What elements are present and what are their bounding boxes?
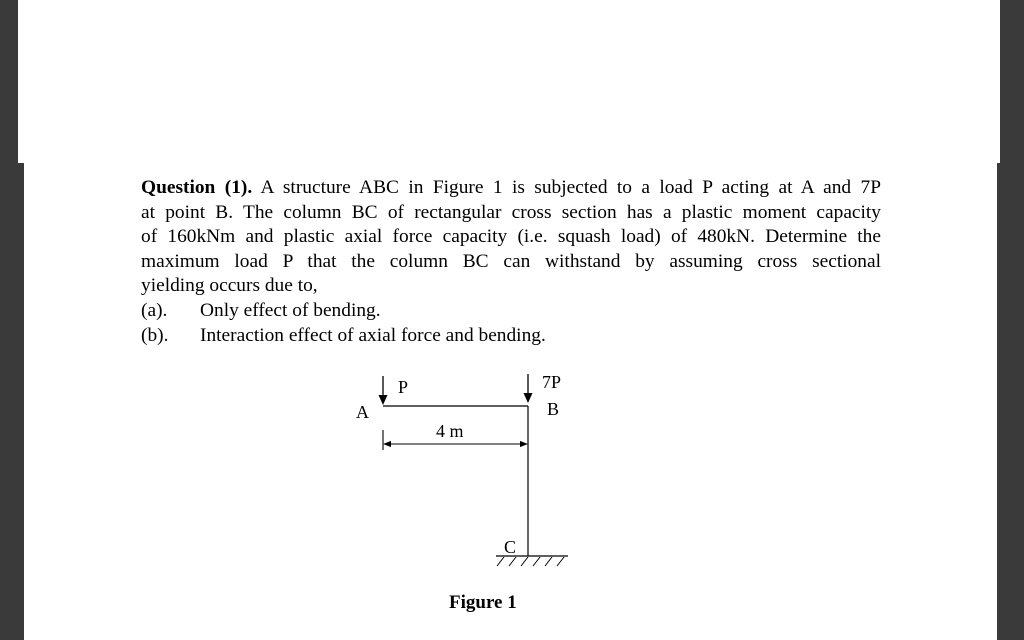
point-label-b: B — [547, 399, 560, 419]
load-label-p: P — [398, 377, 409, 397]
figure-caption: Figure 1 — [449, 592, 517, 613]
question-heading: Question (1). — [141, 177, 253, 198]
load-arrow-p — [379, 376, 388, 405]
load-arrow-7p — [524, 374, 533, 403]
question-line-1-text: A structure ABC in Figure 1 is subjected to a load P acting at A and 7P — [252, 177, 882, 198]
part-b-text: Interaction effect of axial force and bending. — [200, 324, 546, 346]
point-label-c: C — [504, 537, 517, 557]
load-label-7p: 7P — [542, 372, 562, 392]
question-line-4: maximum load P that the column BC can withstand by assuming cross sectional — [141, 250, 881, 272]
fixed-support — [496, 556, 568, 566]
point-label-a: A — [356, 402, 369, 422]
part-b-label: (b). — [141, 324, 169, 346]
part-a-label: (a). — [141, 299, 168, 321]
question-line-5: yielding occurs due to, — [141, 275, 318, 297]
question-line-3: of 160kNm and plastic axial force capacity (i.e. squash load) of 480kN. Determine the — [141, 226, 881, 248]
dimension-label: 4 m — [436, 421, 464, 441]
question-line-2: at point B. The column BC of rectangular cross section has a plastic moment capacity — [141, 201, 881, 223]
part-a-text: Only effect of bending. — [200, 299, 381, 321]
